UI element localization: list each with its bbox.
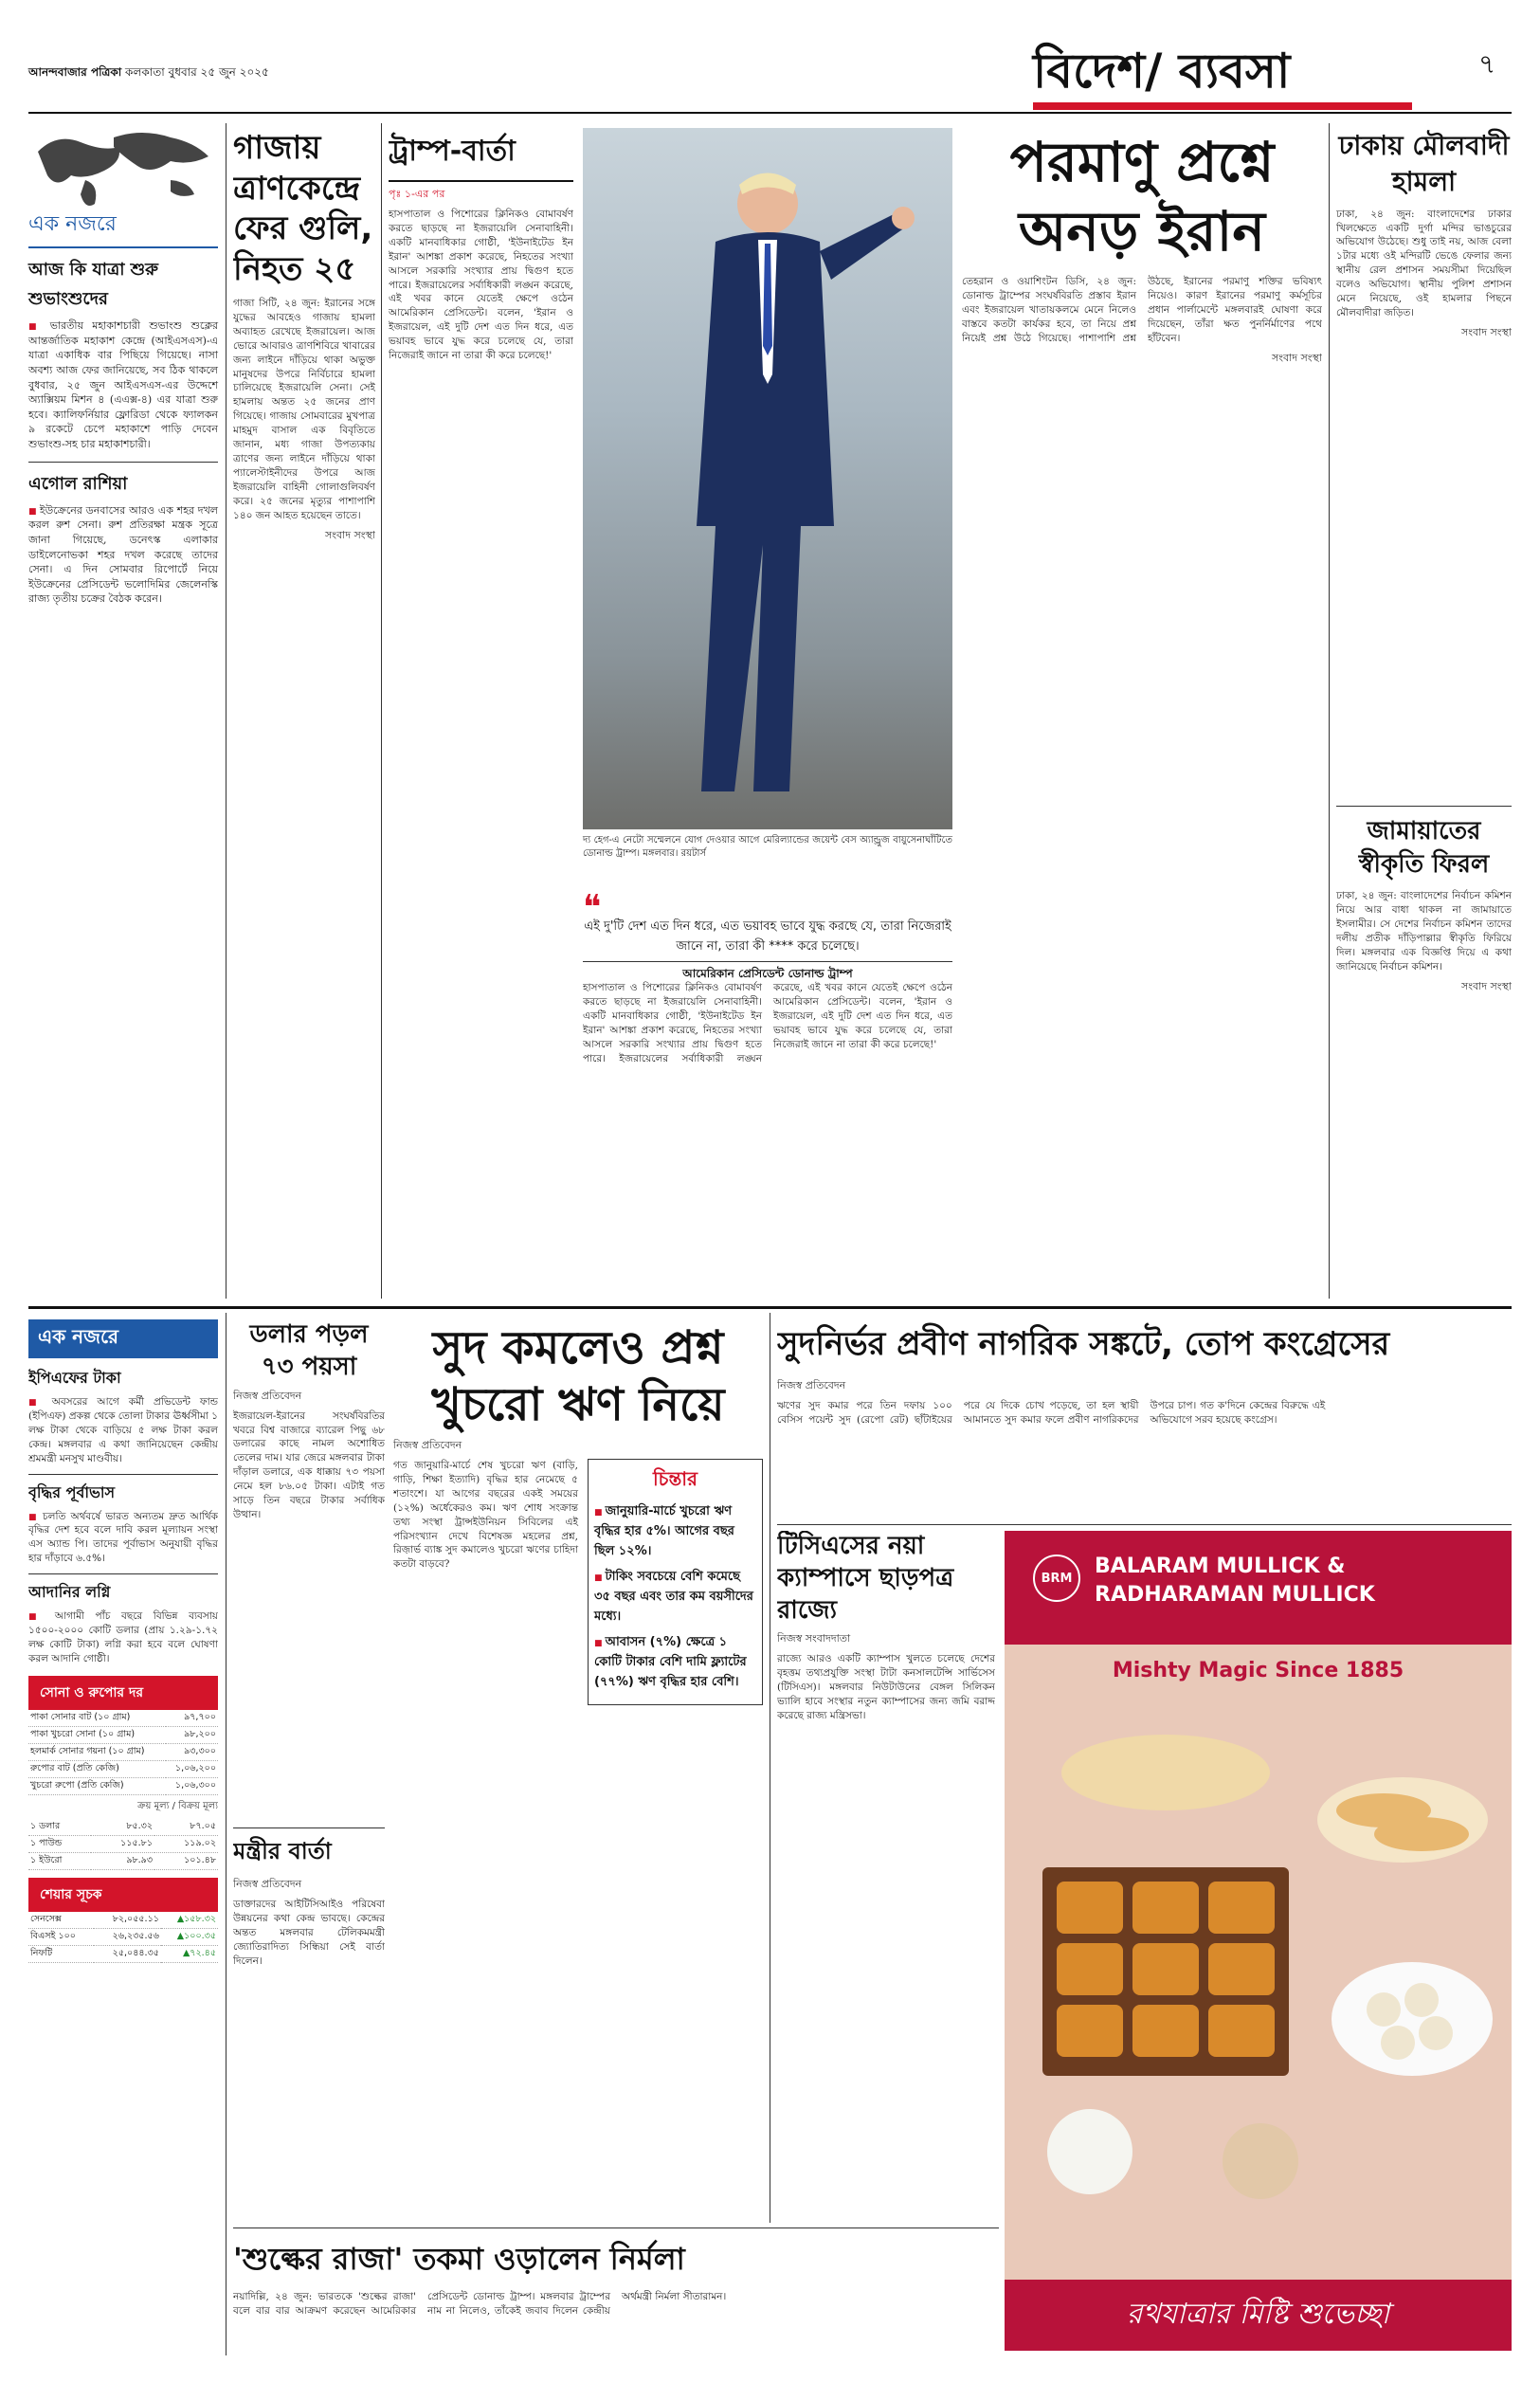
jamaat-story xyxy=(1336,815,1512,1294)
column-rule xyxy=(1329,123,1330,1299)
iran-headline: পরমাণু প্রশ্নে অনড় ইরান xyxy=(1009,130,1275,264)
ad-greeting: রথযাত্রার মিষ্টি শুভেচ্ছা xyxy=(1126,2298,1390,2331)
loan-headline: সুদ কমলেও প্রশ্ন খুচরো ঋণ নিয়ে xyxy=(431,1321,725,1431)
masthead-rule xyxy=(28,112,1512,114)
brief-body: ■ আগামী পাঁচ বছরে বিভিন্ন ব্যবসায় ১৫০০-২০০০ কোটি ডলার (প্রায় ১.২৯-১.৭২ লক্ষ কোটি টাকা) লগ্নি করা হবে বলে ঘোষণা করল আদানি গোষ্ঠী। xyxy=(28,1609,218,1666)
table-row: পাকা সোনার বাট (১০ গ্রাম) ৯৭,৭০০ xyxy=(28,1710,218,1727)
brief-head: আদানির লগ্নি xyxy=(28,1573,218,1606)
brief-body: ■ ভারতীয় মহাকাশচারী শুভাংশু শুক্লের আন্তর্জাতিক মহাকাশ কেন্দ্রে (আইএসএস)-এ যাত্রা একাধিক বার পিছিয়ে গিয়েছে। নাসা অবশ্য আজ ফের জানিয়েছে, সব ঠিক থাকলে বুধবার, ২৫ জুন আইএসএস-এর উদ্দেশে অ্যাক্সিয়ম মিশন ৪ (এএক্স-৪) এর যাত্রা শুরু হবে। ক্যালিফর্নিয়ার ফ্লোরিডা থেকে ফ্যালকন ৯ রকেটে চেপে মহাকাশে পাড়ি দেবেন শুভাংশু-সহ চার মহাকাশচারী। xyxy=(28,318,218,452)
paper-name: আনন্দবাজার পত্রিকা xyxy=(28,65,122,79)
chinta-title: চিন্তার xyxy=(652,1467,698,1490)
chinta-point: ■ আবাসন (৭%) ক্ষেত্রে ১ কোটি টাকার বেশি দামি ফ্ল্যাটের (৭৭%) ঋণ বৃদ্ধির হার বেশি। xyxy=(594,1633,756,1693)
gaza-headline: গাজায় ত্রাণকেন্দ্রে ফের গুলি, নিহত ২৫ xyxy=(233,129,373,288)
trump-continuation-text: হাসপাতাল ও পিশোরের ক্লিনিকও বোমাবর্ষণ করতে ছাড়ছে না ইজরায়েলি সেনাবাহিনী। একটি মানবাধিকার গোষ্ঠী, 'ইউনাইটেড ইন ইরান' আশঙ্কা প্রকাশ করেছে, নিহতের সংখ্যা আসলে সরকারি সংখ্যার প্রায় দ্বিগুণ হতে পারে। ইজরায়েলের সর্বাধিকারী লঙ্ঘন করেছে, এই খবর কানে যেতেই ক্ষেপে ওঠেন আমেরিকান প্রেসিডেন্ট। বলেন, 'ইরান ও ইজরায়েল, এই দুটি দেশ এত দিন ধরে, এত ভয়াবহ ভাবে যুদ্ধ করে চলেছে যে, তারা নিজেরাই জানে না তারা কী করে চলেছে!' xyxy=(583,982,952,1064)
story-rule xyxy=(1336,806,1512,807)
photo-caption-text: দ্য হেগ-এ নেটো সম্মেলনে যোগ দেওয়ার আগে মেরিল্যান্ডের জয়েন্ট বেস অ্যান্ড্রুজ বায়ুসেনাঘাঁটিতে ডোনাল্ড ট্রাম্প। মঙ্গলবার। রয়টার্স xyxy=(583,835,952,860)
ek-nojore-label: এক নজরে xyxy=(28,208,218,248)
masthead xyxy=(28,36,1512,119)
iran-body: তেহরান ও ওয়াশিংটন ডিসি, ২৪ জুন: ডোনাল্ড ট্রাম্পের সংঘর্ষবিরতি প্রস্তাব ইরান এবং ইজরায়েল খাতায়কলমে মেনে নিলেও বাস্তবে কতটা কার্যকর হবে, তা নিয়ে প্রশ্ন নিয়েই প্রশ্ন উঠে গিয়েছে। পাশাপাশি প্রশ্ন উঠছে, ইরানের পরমাণু শক্তির ভবিষ্যৎ নিয়েও। কারণ ইরানের পরমাণু কর্মসূচির প্রধান পার্লামেন্টে মঙ্গলবারই ঘোষণা করে দিয়েছেন, তাঁরা ক্ষত পুনর্নির্মাণের পথে হাঁটবেন। xyxy=(962,276,1322,344)
sweets-tray-icon xyxy=(1005,1706,1512,2237)
tcs-body: রাজ্যে আরও একটি ক্যাম্পাস খুলতে চলেছে দেশের বৃহত্তম তথ্যপ্রযুক্তি সংস্থা টাটা কনসালটেন্সি সার্ভিসেস (টিসিএস)। মঙ্গলবার নিউটাউনের বেঙ্গল সিলিকন ভ্যালি হাবে সংস্থার নতুন ক্যাম্পাসের জন্য জমি বরাদ্দ করেছে রাজ্য মন্ত্রিসভা। xyxy=(777,1653,995,1722)
trump-varta-headline: ট্রাম্প-বার্তা xyxy=(389,128,573,182)
ad-tagline: Mishty Magic Since 1885 xyxy=(1112,1659,1404,1682)
senior-body: ঋণের সুদ কমার পরে তিন দফায় ১০০ বেসিস পয়েন্ট সুদ (রেপো রেট) ছাঁটাইয়ের পরে যে দিকে চোখ পড়েছে, তা হল স্থায়ী আমানতে সুদ কমার ফলে প্রবীণ নাগরিকদের উপরে চাপ। গত ক'দিনে কেন্দ্রের বিরুদ্ধে এই অভিযোগে সরব হয়েছে কংগ্রেস। xyxy=(777,1400,1326,1426)
jamaat-headline: জামায়াতের স্বীকৃতি ফিরল xyxy=(1358,817,1490,880)
section-title: বিদেশ/ ব্যবসা xyxy=(1033,44,1291,99)
dhaka-headline: ঢাকায় মৌলবাদী হামলা xyxy=(1338,130,1510,197)
ad-brand-line2: RADHARAMAN MULLICK xyxy=(1095,1583,1375,1607)
page-number: ৭ xyxy=(1478,48,1496,80)
trump-figure-icon xyxy=(583,128,952,829)
gold-rate-table xyxy=(28,1710,218,1795)
column-rule xyxy=(381,123,382,1299)
photo-caption xyxy=(583,834,952,861)
brief-body: ■ অবসরের আগে কর্মী প্রভিডেন্ট ফান্ড (ইপিএফ) প্রকল্প থেকে তোলা টাকার ঊর্ধ্বসীমা ১ লক্ষ টাকা থেকে বাড়িয়ে ৫ লক্ষ টাকা করল কেন্দ্র। মঙ্গলবার এ কথা জানিয়েছেন কেন্দ্রীয় শ্রমমন্ত্রী মনসুখ মাণ্ডবীয়। xyxy=(28,1395,218,1466)
nirmala-story xyxy=(233,2235,999,2354)
minister-headline: মন্ত্রীর বার্তা xyxy=(233,1838,332,1864)
dollar-story xyxy=(233,1319,385,1822)
gaza-story xyxy=(233,128,375,1299)
tcs-story xyxy=(777,1531,995,2227)
nirmala-headline: 'শুল্কের রাজা' তকমা ওড়ালেন নির্মলা xyxy=(233,2241,685,2277)
quote-attribution: আমেরিকান প্রেসিডেন্ট ডোনাল্ড ট্রাম্প xyxy=(583,961,952,985)
chinta-point: ■ জানুয়ারি-মার্চে খুচরো ঋণ বৃদ্ধির হার ৫%। আগের বছর ছিল ১২%। xyxy=(594,1502,756,1562)
share-index-title: শেয়ার সূচক xyxy=(28,1878,218,1912)
ad-greeting-banner xyxy=(1005,2280,1512,2351)
table-row: সেনসেক্স ৮২,০৫৫.১১ ▲১৫৮.৩২ xyxy=(28,1912,218,1929)
tcs-reporter: নিজস্ব সংবাদদাতা xyxy=(777,1632,851,1646)
top-left-briefs xyxy=(28,123,218,1299)
world-map-icon xyxy=(28,123,218,213)
fx-title: ক্রয় মূল্য / বিক্রয় মূল্য xyxy=(137,1800,218,1811)
brief-head: এগোল রাশিয়া xyxy=(28,473,128,494)
brief-item xyxy=(28,256,218,452)
trump-photo xyxy=(583,128,952,829)
table-row: ১ ইউরো ৯৮.৯৩ ১০১.৪৮ xyxy=(28,1852,218,1869)
sweets-advertisement[interactable] xyxy=(1005,1531,1512,2351)
gaza-dateline: সংবাদ সংস্থা xyxy=(324,528,375,541)
nirmala-body: নয়াদিল্লি, ২৪ জুন: ভারতকে 'শুল্কের রাজা' বলে বার বার আক্রমণ করেছেন আমেরিকার প্রেসিডেন্ট ডোনাল্ড ট্রাম্প। মঙ্গলবার ট্রাম্পের নাম না নিলেও, তাঁকেই জবাব দিলেন কেন্দ্রীয় অর্থমন্ত্রী নির্মলা সীতারামন। xyxy=(233,2291,727,2317)
continued-label: পৃঃ ১-এর পর xyxy=(389,188,445,200)
ek-nojore-bottom-label: এক নজরে xyxy=(28,1319,218,1358)
dateline: কলকাতা বুধবার ২৫ জুন ২০২৫ xyxy=(125,65,269,79)
loan-story xyxy=(393,1319,763,2220)
minister-story xyxy=(233,1834,385,2218)
loan-body: গত জানুয়ারি-মার্চে শেষ খুচরো ঋণ (বাড়ি, গাড়ি, শিক্ষা ইত্যাদি) বৃদ্ধির হার নেমেছে ৫ শতাংশে। যা আগের বছরের একই সময়ের (১২%) অর্ধেকেরও কম। ঋণ শোধ সংক্রান্ত তথ্য সংস্থা ট্রান্সইউনিয়ন সিবিলের এই পরিসংখ্যান দেখে বিশেষজ্ঞ মহলের প্রশ্ন, রিজ়ার্ভ ব্যাঙ্ক সুদ কমালেও খুচরো ঋণের চাহিদা কতটা বাড়বে? xyxy=(393,1460,578,1571)
dhaka-story xyxy=(1336,128,1512,801)
ad-brand-mark: BRM xyxy=(1033,1555,1080,1602)
dollar-body: ইজরায়েল-ইরানের সংঘর্ষবিরতির খবরে বিশ্ব বাজারে ব্যারেল পিছু ৬৮ ডলারের কাছে নামল অশোধিত তেলের দাম। যার জেরে মঙ্গলবার টাকা দাঁড়াল ডলারে, এক ধাক্কায় ৭৩ পয়সা নেমে হল ৮৬.০৫ টাকা। এটাই গত সাড়ে তিন বছরে টাকার সর্বাধিক উত্থান। xyxy=(233,1409,385,1520)
iran-dateline: সংবাদ সংস্থা xyxy=(1271,351,1322,364)
dhaka-body: ঢাকা, ২৪ জুন: বাংলাদেশের ঢাকার খিলক্ষেতে একটি দুর্গা মন্দির ভাঙচুরের অভিযোগ উঠেছে। শুধু তাই নয়, আজ বেলা ১টার মধ্যে ওই মন্দিরটি ভেঙে ফেলার জন্য স্থানীয় রেল প্রশাসন সময়সীমা দিয়েছিল বলেও অভিযোগ। স্থানীয় পুলিশ প্রশাসন মেনে নিয়েছে, ওই হামলার পিছনে মৌলবাদীরা জড়িত। xyxy=(1336,208,1512,318)
table-row: বিএসই ১০০ ২৬,২৩৫.৫৬ ▲১০০.৩৫ xyxy=(28,1928,218,1945)
minister-reporter: নিজস্ব প্রতিবেদন xyxy=(233,1878,302,1890)
trump-varta-body: হাসপাতাল ও পিশোরের ক্লিনিকও বোমাবর্ষণ করতে ছাড়ছে না ইজরায়েলি সেনাবাহিনী। একটি মানবাধিকার গোষ্ঠী, 'ইউনাইটেড ইন ইরান' আশঙ্কা প্রকাশ করেছে, নিহতের সংখ্যা আসলে সরকারি সংখ্যার প্রায় দ্বিগুণ হতে পারে। ইজরায়েলের সর্বাধিকারী লঙ্ঘন করেছে, এই খবর কানে যেতেই ক্ষেপে ওঠেন আমেরিকান প্রেসিডেন্ট। বলেন, 'ইরান ও ইজরায়েল, এই দুটি দেশ এত দিন ধরে, এত ভয়াবহ ভাবে যুদ্ধ করে চলেছে যে, তারা নিজেরাই জানে না তারা কী করে চলেছে!' xyxy=(389,209,573,362)
story-rule xyxy=(233,1827,385,1828)
table-row: পাকা খুচরো সোনা (১০ গ্রাম) ৯৮,২০০ xyxy=(28,1726,218,1743)
trump-continuation xyxy=(583,981,952,1294)
jamaat-body: ঢাকা, ২৪ জুন: বাংলাদেশের নির্বাচন কমিশন নিয়ে আর বাধা থাকল না জামায়াতে ইসলামীর। সে দেশের নির্বাচন কমিশন তাদের দলীয় প্রতীক দাঁড়িপাল্লার স্বীকৃতি ফিরিয়ে দিল। মঙ্গলবার এক বিজ্ঞপ্তি দিয়ে এ কথা জানিয়েছে নির্বাচন কমিশন। xyxy=(1336,890,1512,973)
table-row: নিফটি ২৫,০৪৪.৩৫ ▲৭২.৪৫ xyxy=(28,1945,218,1962)
brief-head: বৃদ্ধির পূর্বাভাস xyxy=(28,1474,218,1506)
quote-mark-icon: ❝ xyxy=(583,888,602,927)
iran-story xyxy=(962,128,1322,1299)
table-row: ১ পাউন্ড ১১৫.৮১ ১১৯.০২ xyxy=(28,1835,218,1852)
brief-head: ইপিএফের টাকা xyxy=(28,1369,121,1387)
senior-story xyxy=(777,1319,1512,1518)
chinta-point: ■ টাকিং সবচেয়ে বেশি কমেছে ৩৫ বছর এবং তার কম বয়সীদের মধ্যে। xyxy=(594,1568,756,1627)
trump-varta-story xyxy=(389,128,573,1294)
senior-reporter: নিজস্ব প্রতিবেদন xyxy=(777,1379,846,1391)
section-red-bar xyxy=(1033,102,1412,110)
fold-rule xyxy=(28,1306,1512,1309)
trump-quote xyxy=(583,888,952,980)
chinta-box xyxy=(588,1459,763,1705)
brief-head: আজ কি যাত্রা শুরু শুভাংশুদের xyxy=(28,260,158,309)
brief-body: ■ চলতি অর্থবর্ষে ভারত অন্যতম দ্রুত আর্থিক বৃদ্ধির দেশ হবে বলে দাবি করল মূল্যায়ন সংস্থা এস অ্যান্ড পি। তাদের পূর্বাভাস অনুযায়ী বৃদ্ধির হার দাঁড়াবে ৬.৫%। xyxy=(28,1510,218,1567)
dhaka-dateline: সংবাদ সংস্থা xyxy=(1460,325,1512,338)
story-rule xyxy=(777,1524,1512,1525)
senior-headline: সুদনির্ভর প্রবীণ নাগরিক সঙ্কটে, তোপ কংগ্রেসের xyxy=(777,1325,1390,1363)
ad-brand-line1: BALARAM MULLICK & xyxy=(1095,1555,1346,1578)
story-rule xyxy=(233,2227,999,2228)
dollar-headline: ডলার পড়ল ৭৩ পয়সা xyxy=(249,1320,369,1381)
brief-item xyxy=(28,462,218,607)
jamaat-dateline: সংবাদ সংস্থা xyxy=(1460,979,1512,992)
loan-reporter: নিজস্ব প্রতিবেদন xyxy=(393,1439,462,1451)
gold-rate-title: সোনা ও রুপোর দর xyxy=(28,1676,218,1710)
share-index-table xyxy=(28,1912,218,1963)
fx-table xyxy=(28,1819,218,1870)
table-row: খুচরো রুপো (প্রতি কেজি) ১,০৬,৩০০ xyxy=(28,1777,218,1794)
dollar-reporter: নিজস্ব প্রতিবেদন xyxy=(233,1389,302,1402)
tcs-headline: টিসিএসের নয়া ক্যাম্পাসে ছাড়পত্র রাজ্যে xyxy=(777,1532,954,1625)
bottom-left-briefs xyxy=(28,1319,218,2353)
gaza-body: গাজা সিটি, ২৪ জুন: ইরানের সঙ্গে যুদ্ধের আবহেও গাজায় হামলা অব্যাহত রেখেছে ইজরায়েল। আজ ভোরে আবারও ত্রাণশিবিরে খাবারের জন্য লাইনে দাঁড়িয়ে থাকা অভুক্ত মানুষদের উপরে নির্বিচারে হামলা চালিয়েছে ইজরায়েলি সেনা। সেই হামলায় অন্তত ২৫ জনের প্রাণ গিয়েছে। গাজায় সোমবারের মুখপাত্র মাহমুদ বাসাল এক বিবৃতিতে জানান, মধ্য গাজা উপত্যকায় ত্রাণের জন্য লাইনে দাঁড়িয়ে থাকা প্যালেস্টাইনীদের উপরে আজ ইজরায়েলি বাহিনী গোলাগুলিবর্ষণ করে। ২৫ জনের মৃত্যুর পাশাপাশি ১৪০ জন আহত হয়েছেন তাতে। xyxy=(233,298,375,521)
quote-text: এই দু'টি দেশ এত দিন ধরে, এত ভয়াবহ ভাবে যুদ্ধ করছে যে, তারা নিজেরাই জানে না, তারা কী **** করে চলেছে। xyxy=(584,919,951,954)
table-row: হলমার্ক সোনার গয়না (১০ গ্রাম) ৯৩,৩০০ xyxy=(28,1743,218,1760)
brief-body: ■ ইউক্রেনের ডনবাসের আরও এক শহর দখল করল রুশ সেনা। রুশ প্রতিরক্ষা মন্ত্রক সূত্রে জানা গিয়েছে, ডনেৎস্ক এলাকার ডাইলেনোভকা শহর দখল করেছে তাদের সেনা। এ দিন সোমবার রিপোর্টে নিয়ে ইউক্রেনের প্রেসিডেন্ট ভলোদিমির জেলেনস্কি রাজ্য তৃতীয় চক্রের বৈঠক করেন। xyxy=(28,503,218,607)
table-row: রুপোর বাট (প্রতি কেজি) ১,০৬,২০০ xyxy=(28,1760,218,1777)
minister-body: ডাক্তারদের আইটিসিআইও পরিষেবা উন্নয়নের কথা কেন্দ্র ভাবছে। কেন্দ্রের অন্তত মঙ্গলবার টেলিকমমন্ত্রী জ্যোতিরাদিত্য সিন্ধিয়া সেই বার্তা দিলেন। xyxy=(233,1899,385,1967)
table-row: ১ ডলার ৮৫.৩২ ৮৭.০৫ xyxy=(28,1819,218,1836)
